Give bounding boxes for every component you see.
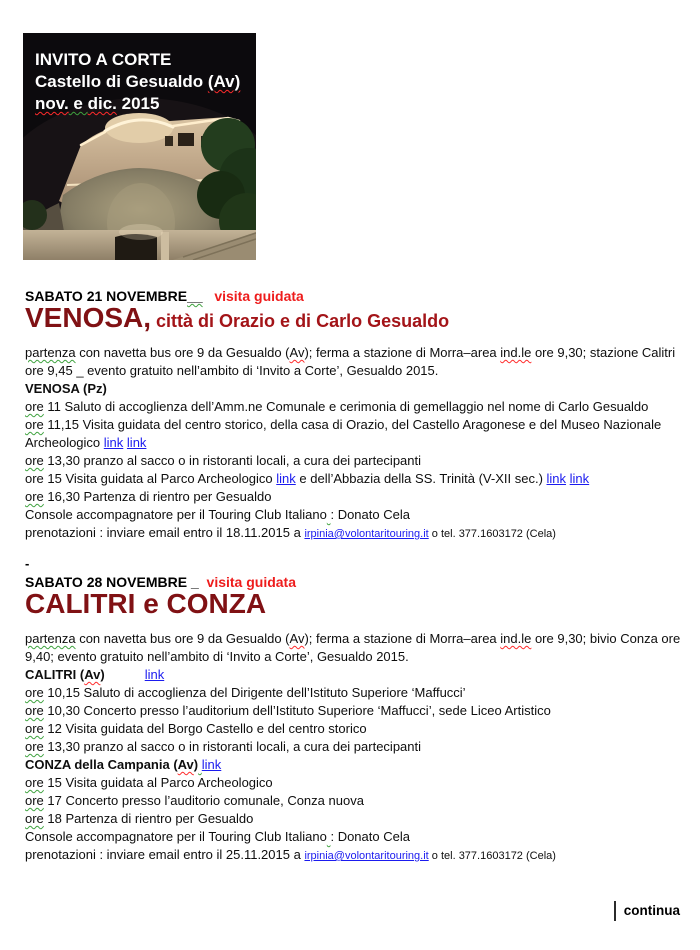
text-line xyxy=(25,828,685,846)
text-segment: INVITO A CORTE xyxy=(35,50,172,69)
photo-caption-line xyxy=(35,93,250,115)
text-segment: CONZA della Campania ( xyxy=(25,757,178,772)
text-segment: ore xyxy=(25,417,44,432)
text-segment: 10,15 Saluto di accoglienza del Dirigente dell’Istituto Superiore ‘Maffucci’ xyxy=(43,685,466,700)
text-segment: Av xyxy=(289,631,305,646)
text-segment: partenza xyxy=(25,345,76,360)
text-line xyxy=(25,416,685,434)
text-segment: o tel. 377.1603172 (Cela) xyxy=(428,528,556,540)
text-line xyxy=(25,470,685,488)
text-line xyxy=(25,452,685,470)
text-line xyxy=(25,648,685,666)
section-heading xyxy=(25,588,685,622)
text-segment: 15 Visita guidata al Parco Archeologico xyxy=(43,775,273,790)
hyperlink[interactable]: link xyxy=(569,471,590,486)
text-segment: ore xyxy=(25,739,44,754)
text-segment: Av xyxy=(177,757,194,772)
text-segment: (Av) xyxy=(207,72,241,91)
separator-line xyxy=(25,555,685,573)
text-line xyxy=(25,720,685,738)
text-line xyxy=(25,506,685,524)
text-line xyxy=(25,344,685,362)
text-segment: ore xyxy=(25,399,44,414)
text-segment: CALITRI e CONZA xyxy=(25,588,267,619)
text-segment: 2015 xyxy=(116,94,160,113)
text-segment: CALITRI ( xyxy=(25,667,85,682)
text-line xyxy=(25,756,685,774)
text-segment: visita guidata xyxy=(214,288,304,304)
text-segment: 16,30 Partenza di rientro per Gesualdo xyxy=(43,489,272,504)
text-line xyxy=(25,666,685,684)
text-segment: città di Orazio e di Carlo Gesualdo xyxy=(151,311,450,331)
text-segment: Av xyxy=(84,667,101,682)
text-segment: - xyxy=(25,556,30,571)
text-segment: ind.le xyxy=(500,631,532,646)
text-line xyxy=(25,434,685,452)
text-line xyxy=(25,774,685,792)
text-segment: ore 9,30; stazione Calitri xyxy=(531,345,676,360)
text-segment: prenotazioni : inviare email entro il 25.11.2015 a xyxy=(25,847,305,862)
text-segment: Archeologico xyxy=(25,435,104,450)
text-segment: ore 9,30; bivio Conza ore xyxy=(531,631,681,646)
text-segment: Castello di Gesualdo xyxy=(35,72,208,91)
text-segment: ore 9,45 _ evento gratuito nell’ambito di ‘Invito a Corte’, Gesualdo 2015. xyxy=(25,363,439,378)
text-segment: con navetta bus ore 9 da Gesualdo ( xyxy=(75,631,290,646)
section-heading xyxy=(25,302,685,336)
text-segment: Console accompagnatore per il Touring Club Italiano xyxy=(25,829,327,844)
photo-caption xyxy=(35,49,250,115)
text-segment: SABATO 21 NOVEMBRE xyxy=(25,288,188,304)
event-program xyxy=(25,287,685,865)
text-segment: : Donato Cela xyxy=(330,829,410,844)
hyperlink[interactable]: link xyxy=(546,471,567,486)
text-segment: 9,40; evento gratuito nell’ambito di ‘Invito a Corte’, Gesualdo 2015. xyxy=(25,649,409,664)
text-segment: ); ferma a stazione di Morra–area xyxy=(304,631,501,646)
text-segment: ind.le xyxy=(500,345,532,360)
text-segment: 11,15 Visita guidata del centro storico, della casa di Orazio, del Castello Aragonese e del Museo Nazionale xyxy=(43,417,662,432)
text-line xyxy=(25,524,685,543)
text-segment: 11 Saluto di accoglienza dell’Amm.ne Comunale e cerimonia di gemellaggio nel nome di Carlo Gesualdo xyxy=(43,399,649,414)
text-segment: Av xyxy=(289,345,305,360)
text-segment: 10,30 Concerto presso l’auditorium dell’Istituto Superiore ‘Maffucci’, sede Liceo Artistico xyxy=(43,703,551,718)
text-line xyxy=(25,702,685,720)
email-link[interactable]: irpinia@volontaritouring.it xyxy=(304,528,429,540)
text-segment: ore xyxy=(25,489,44,504)
hyperlink[interactable]: link xyxy=(201,757,222,772)
text-segment: VENOSA, xyxy=(25,302,152,333)
text-segment: SABATO 28 NOVEMBRE _ xyxy=(25,574,199,590)
text-line xyxy=(25,380,685,398)
photo-caption-line xyxy=(35,49,250,71)
text-segment: ore xyxy=(25,775,44,790)
text-segment: ); ferma a stazione di Morra–area xyxy=(304,345,501,360)
text-segment: ore xyxy=(25,721,44,736)
text-segment: __ xyxy=(187,288,203,304)
text-segment: Console accompagnatore per il Touring Club Italiano xyxy=(25,507,327,522)
hyperlink[interactable]: link xyxy=(276,471,296,486)
text-segment: ore xyxy=(25,793,44,808)
text-segment: 13,30 pranzo al sacco o in ristoranti locali, a cura dei partecipanti xyxy=(43,739,422,754)
continua-label: continua xyxy=(623,903,680,918)
hyperlink[interactable]: link xyxy=(126,435,147,450)
text-line xyxy=(25,362,685,380)
text-segment xyxy=(203,288,215,304)
text-segment: ore xyxy=(25,453,44,468)
text-segment: ore xyxy=(25,703,44,718)
photo-caption-line xyxy=(35,71,250,93)
text-segment: nov. xyxy=(35,94,69,113)
text-line xyxy=(25,398,685,416)
text-segment: partenza xyxy=(25,631,76,646)
text-segment: e dell’Abbazia della SS. Trinità (V-XII sec.) xyxy=(295,471,547,486)
text-segment: ) xyxy=(193,757,199,772)
hyperlink[interactable]: link xyxy=(103,435,124,450)
continua-link[interactable] xyxy=(614,901,680,921)
text-segment: VENOSA (Pz) xyxy=(25,381,107,396)
email-link[interactable]: irpinia@volontaritouring.it xyxy=(304,850,429,862)
text-line xyxy=(25,846,685,865)
text-segment: dic. xyxy=(87,94,117,113)
text-line xyxy=(25,488,685,506)
text-line xyxy=(25,630,685,648)
text-segment: o tel. 377.1603172 (Cela) xyxy=(428,850,556,862)
text-line xyxy=(25,792,685,810)
hyperlink[interactable]: link xyxy=(144,667,165,682)
text-line xyxy=(25,738,685,756)
text-segment: visita guidata xyxy=(206,574,296,590)
text-segment: 17 Concerto presso l’auditorio comunale, Conza nuova xyxy=(43,793,364,808)
castle-photo xyxy=(23,33,256,260)
text-segment: ) xyxy=(100,667,105,682)
text-segment: : Donato Cela xyxy=(330,507,410,522)
text-segment: ore 15 Visita guidata al Parco Archeologico xyxy=(25,471,277,486)
text-segment: 18 Partenza di rientro per Gesualdo xyxy=(43,811,254,826)
text-segment: prenotazioni : inviare email entro il 18.11.2015 a xyxy=(25,525,305,540)
text-line xyxy=(25,810,685,828)
text-segment: 12 Visita guidata del Borgo Castello e del centro storico xyxy=(43,721,367,736)
text-segment: con navetta bus ore 9 da Gesualdo ( xyxy=(75,345,290,360)
text-segment: ore xyxy=(25,811,44,826)
text-segment: 13,30 pranzo al sacco o in ristoranti locali, a cura dei partecipanti xyxy=(43,453,422,468)
text-segment: ore xyxy=(25,685,44,700)
text-segment: e xyxy=(68,94,88,113)
text-line xyxy=(25,684,685,702)
